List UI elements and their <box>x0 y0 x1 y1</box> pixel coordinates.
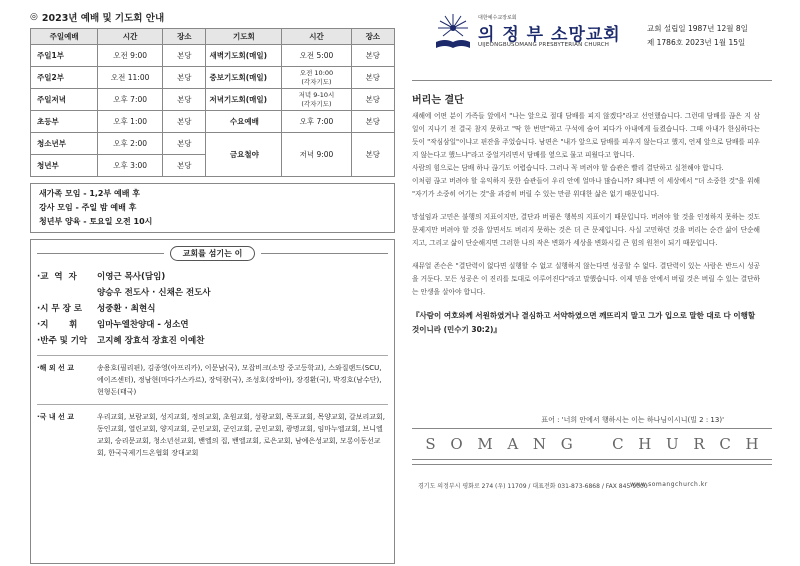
role-row <box>37 285 388 301</box>
church-address: 경기도 의정부시 평화로 274 (우) 11709 / 대표전화 031-873-6868 / FAX 845-9000 <box>418 483 648 490</box>
col-header: 시간 <box>98 29 163 45</box>
brand-letter: G <box>560 435 573 453</box>
service-time: 오후 3:00 <box>98 155 163 177</box>
prayer-place: 본당 <box>351 111 394 133</box>
brand-letter: N <box>532 435 547 453</box>
service-time: 오전 9:00 <box>98 45 163 67</box>
sermon-paragraph: 이처럼 끊고 버려야 할 유익하지 못한 습관들이 우리 안에 얼마나 많습니까? 왜냐면 이 세상에서 "더 소중한 것"을 위해 "자기가 소중히 여기는 것"을 과감히 버릴 수 있는 만큼 위대한 삶은 없기 때문입니다. <box>412 177 760 198</box>
service-name: 초등부 <box>31 111 98 133</box>
role-value: 성중환 · 최현식 <box>97 304 156 314</box>
brand-letter: M <box>477 435 493 453</box>
brand-letter: C <box>612 435 624 453</box>
service-place: 본당 <box>163 89 206 111</box>
role-label <box>37 285 97 301</box>
brand-letter: H <box>745 435 759 453</box>
sermon-box <box>412 80 772 465</box>
service-place: 본당 <box>163 133 206 155</box>
prayer-time: 저녁 9-10시 (각자기도) <box>282 89 351 111</box>
prayer-time: 오전 10:00 (각자기도) <box>282 67 351 89</box>
prayer-name: 중보기도회(매일) <box>206 67 282 89</box>
brand-letter: U <box>666 435 679 453</box>
staff-box <box>30 239 395 564</box>
issue-info <box>647 22 748 50</box>
foreign-mission <box>37 362 388 398</box>
church-english-name: UIJEONGBUSOMANG PRESBYTERIAN CHURCH <box>478 42 610 48</box>
divider <box>37 404 388 405</box>
role-label: ·반주 및 기악 <box>37 336 88 346</box>
service-time: 오후 2:00 <box>98 133 163 155</box>
mission-text: 송용호(필리핀), 김종영(아프리카), 이문남(국), 모잡비크(소망 중고등학교), 스와질랜드(SCU, 에이즈센터), 정남현(마다가스카르), 장덕광(국), 조성호(장바아), 장경환(국), 박경호(남수단), 현형돈(태국) <box>97 364 382 396</box>
established-date: 교회 설립일 1987년 12월 8일 <box>647 24 748 33</box>
role-label: ·시 무 장 로 <box>37 304 82 314</box>
prayer-place: 본당 <box>351 45 394 67</box>
role-row <box>37 333 388 349</box>
service-place: 본당 <box>163 45 206 67</box>
schedule-table <box>30 28 395 177</box>
brand-letter: R <box>693 435 705 453</box>
role-value: 이영근 목사(담임) <box>97 272 166 282</box>
sermon-paragraph: 새해에 어떤 분이 가족들 앞에서 "나는 앞으로 절대 담배를 피지 않겠다"라고 선언했습니다. 그런데 담배를 끊은 지 삼 일이 지나기 전 결국 참지 못하고 "딱 한 번만"하고 구석에 숨어 피다가 아내에게 들켰습니다. 그때 아내가 한심하다는 듯이 "작심삼일"이냐고 핀잔을 주었습니다. 남편은 "내가 앞으로 담배를 피우지 않는다고 했지, 언제 앞으로 담배를 피우지 않는다고 했느냐"라고 중얼거리면서 담배를 옆으로 물고 피웠다고 합니다. <box>412 112 760 159</box>
domestic-mission <box>37 411 388 459</box>
service-name: 청년부 <box>31 155 98 177</box>
website-link[interactable]: www.somangchurch.kr <box>630 481 708 488</box>
prayer-name: 저녁기도회(매일) <box>206 89 282 111</box>
brand-band <box>412 428 772 460</box>
service-place: 본당 <box>163 111 206 133</box>
prayer-place: 본당 <box>351 67 394 89</box>
service-time: 오후 1:00 <box>98 111 163 133</box>
service-place: 본당 <box>163 155 206 177</box>
divider <box>37 355 388 356</box>
col-header: 기도회 <box>206 29 282 45</box>
col-header: 시간 <box>282 29 351 45</box>
prayer-name: 금요철야 <box>206 133 282 177</box>
role-value: 양승우 전도사 · 신채은 전도사 <box>97 288 211 298</box>
schedule-section-title <box>30 10 395 24</box>
issue-number: 제 1786호 2023년 1월 15일 <box>647 38 746 47</box>
church-header <box>412 8 772 68</box>
staff-heading <box>37 246 388 261</box>
service-name: 청소년부 <box>31 133 98 155</box>
bullet-icon: ◎ <box>30 12 38 22</box>
role-row <box>37 301 388 317</box>
sermon-paragraph: 새뮤얼 존슨은 "결단력이 없다면 실행할 수 없고 실행하지 않는다면 성공할 수 없다. 결단력이 있는 사람은 반드시 성공을 거둔다. 모든 성공은 이 진리를 토대로 이루어진다"라고 말했습니다. 이제 믿음 안에서 버릴 것은 버릴 수 있는 결단하는 안생을 살아야 합니다. <box>412 262 760 296</box>
prayer-place: 본당 <box>351 133 394 177</box>
sermon-paragraph: 사람의 힘으로는 담배 하나 끊기도 어렵습니다. 그러나 꼭 버려야 할 습관은 빨리 결단하고 실천해야 합니다. <box>412 164 724 172</box>
brand-letter: S <box>425 435 436 453</box>
brand-letter: A <box>507 435 519 453</box>
role-value: 임마누엘찬양대 - 성소연 <box>97 320 189 330</box>
col-header: 주일예배 <box>31 29 98 45</box>
brand-letter: C <box>719 435 731 453</box>
mission-text: 우리교회, 보람교회, 성지교회, 정의교회, 초원교회, 성광교회, 목포교회, 목양교회, 갈보리교회, 동인교회, 열린교회, 양지교회, 군인교회, 군인교회, 군인교회, 광명교회, 임마누엘교회, 브니엘교회, 승리문교회, 청소년선교회, 밴엘의 집, 밴엘교회, 로은교회, 남예은성교회, 모롱이동선교회, 한국국제기드온협회 장대교회 <box>97 413 386 457</box>
prayer-time: 오후 7:00 <box>282 111 351 133</box>
divider <box>261 253 388 254</box>
brand-letter: O <box>450 435 463 453</box>
prayer-place: 본당 <box>351 89 394 111</box>
role-row <box>37 317 388 333</box>
divider <box>37 253 164 254</box>
right-column <box>412 8 772 465</box>
col-header: 장소 <box>351 29 394 45</box>
sermon-title: 버리는 결단 <box>412 95 464 106</box>
staff-heading-label: 교회를 섬기는 이 <box>170 246 256 261</box>
prayer-time: 저녁 9:00 <box>282 133 351 177</box>
role-label: ·교 역 자 <box>37 272 77 282</box>
mission-label: ·해 외 선 교 <box>37 364 75 372</box>
meeting-item: 청년부 양육 - 토요일 오전 10시 <box>39 217 153 226</box>
church-logo-icon <box>432 12 474 52</box>
meeting-item: 강사 모임 - 주일 밤 예배 후 <box>39 203 137 212</box>
service-name: 주일저녁 <box>31 89 98 111</box>
church-name-main: 소망교회 <box>551 25 621 45</box>
sermon-paragraph: 망설임과 고민은 불행의 지표이지만, 결단과 버림은 행복의 지표이기 때문입니다. 버려야 할 것을 인정하지 못하는 것도 문제지만 버려야 할 것을 알면서도 버리지 못하는 것은 더 큰 문제입니다. 사실 고민하던 것을 버리는 순간 삶이 단순해지고, 그리고 삶이 단순해지면 그러한 나의 작은 변화가 세상을 변화시킬 큰 힘의 원천이 되기 때문입니다. <box>412 213 760 247</box>
meetings-box <box>30 183 395 233</box>
scripture-verse: 『사람이 여호와께 서원하였거나 결심하고 서약하였으면 깨뜨리지 말고 그가 입으로 말한 대로 다 이행할 것이니라 (민수기 30:2)』 <box>412 311 756 334</box>
denomination-label: 대한예수교장로회 <box>478 15 517 21</box>
service-place: 본당 <box>163 67 206 89</box>
church-name-prefix: 의 정 부 <box>478 25 545 45</box>
service-time: 오전 11:00 <box>98 67 163 89</box>
left-column <box>30 10 395 564</box>
role-value: 고지혜 장효석 장효진 이예찬 <box>97 336 205 346</box>
church-motto: 표어 : '너희 안에서 행하시는 이는 하나님이시니(빌 2 : 13)' <box>541 416 724 424</box>
mission-label: ·국 내 선 교 <box>37 413 75 421</box>
service-time: 오후 7:00 <box>98 89 163 111</box>
role-label: ·지 휘 <box>37 320 78 330</box>
service-name: 주일2부 <box>31 67 98 89</box>
meeting-item: 새가족 모임 - 1,2부 예배 후 <box>39 189 140 198</box>
prayer-name: 수요예배 <box>206 111 282 133</box>
prayer-name: 새벽기도회(매일) <box>206 45 282 67</box>
role-row <box>37 269 388 285</box>
prayer-time: 오전 5:00 <box>282 45 351 67</box>
col-header: 장소 <box>163 29 206 45</box>
schedule-title: 2023년 예배 및 기도회 안내 <box>41 13 165 24</box>
service-name: 주일1부 <box>31 45 98 67</box>
brand-letter: H <box>638 435 652 453</box>
